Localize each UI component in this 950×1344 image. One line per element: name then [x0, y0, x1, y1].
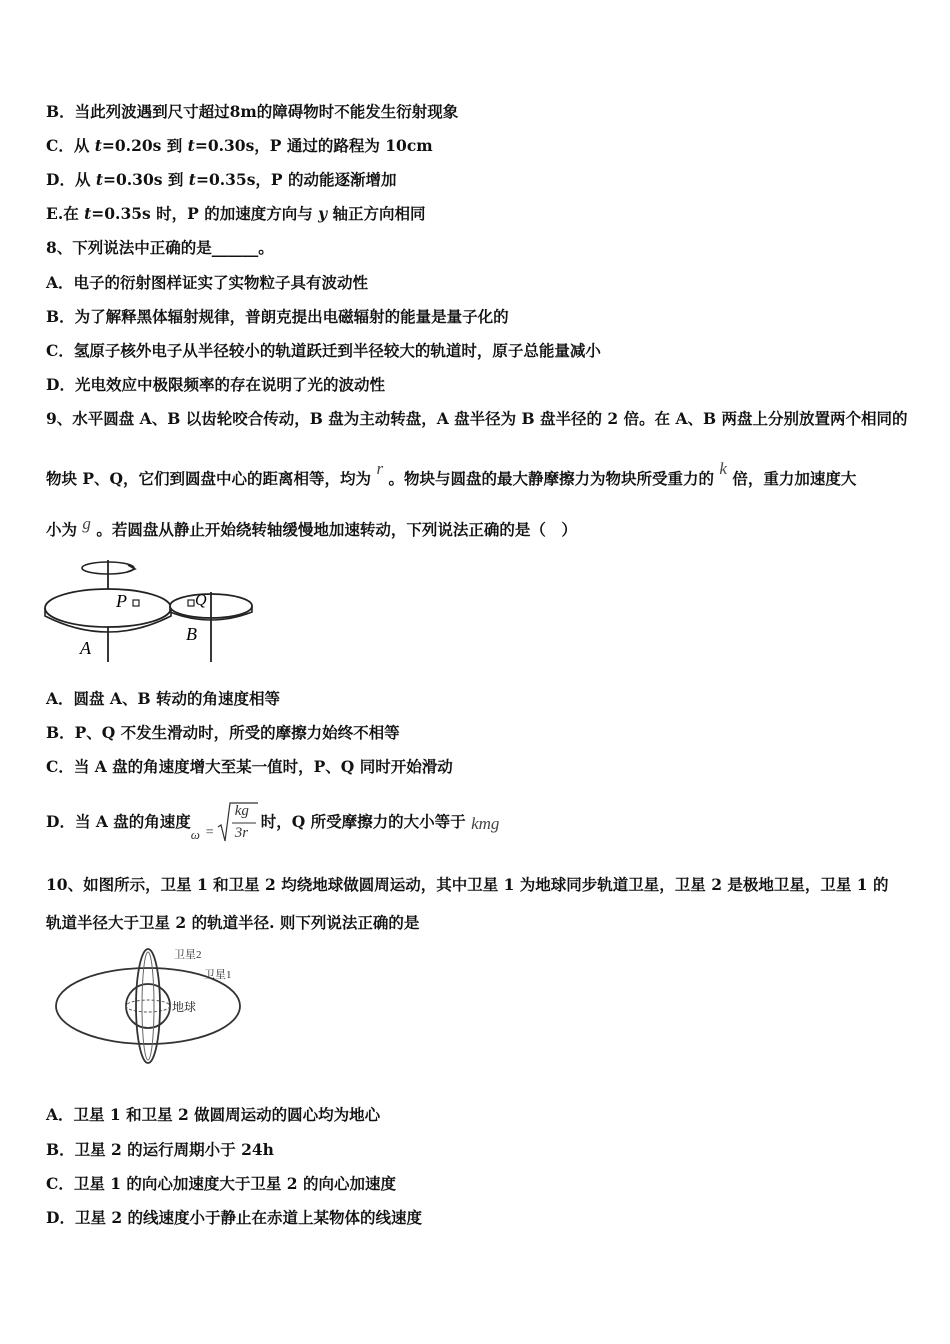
- q7-option-d: D．从 t=0.30s 到 t=0.35s，P 的动能逐渐增加: [46, 170, 397, 189]
- q9-option-a: A．圆盘 A、B 转动的角速度相等: [46, 689, 280, 708]
- q9-stem-line1: 9、水平圆盘 A、B 以齿轮咬合传动，B 盘为主动转盘，A 盘半径为 B 盘半径的 2 倍。在 A、B 两盘上分别放置两个相同的: [46, 409, 908, 428]
- q9-stem-line2: 物块 P、Q，它们到圆盘中心的距离相等，均为 r 。物块与圆盘的最大静摩擦力为物块所受重力的 k 倍，重力加速度大: [46, 459, 857, 488]
- q10-stem-line1: 10、如图所示，卫星 1 和卫星 2 均绕地球做圆周运动，其中卫星 1 为地球同步轨道卫星，卫星 2 是极地卫星，卫星 1 的: [46, 875, 889, 894]
- q8-option-a: A．电子的衍射图样证实了实物粒子具有波动性: [46, 273, 369, 292]
- label-q: Q: [195, 592, 207, 609]
- omega-formula: ω = kg 3r: [191, 801, 261, 845]
- label-satellite-2: 卫星2: [174, 949, 202, 961]
- q10-option-c: C．卫星 1 的向心加速度大于卫星 2 的向心加速度: [46, 1174, 396, 1193]
- q8-stem: 8、下列说法中正确的是______。: [46, 238, 274, 257]
- label-p: P: [116, 591, 127, 611]
- q9-option-d: D．当 A 盘的角速度 ω = kg 3r 时，Q 所受摩擦力的大小等于 kmg: [46, 798, 499, 846]
- label-a: A: [80, 638, 91, 658]
- q10-option-a: A．卫星 1 和卫星 2 做圆周运动的圆心均为地心: [46, 1105, 381, 1124]
- gear-discs-figure: [40, 556, 260, 664]
- q8-option-c: C．氢原子核外电子从半径较小的轨道跃迁到半径较大的轨道时，原子总能量减小: [46, 341, 601, 360]
- q7-option-e: E.在 t=0.35s 时，P 的加速度方向与 y 轴正方向相同: [46, 204, 426, 223]
- q9-option-b: B．P、Q 不发生滑动时，所受的摩擦力始终不相等: [46, 723, 400, 742]
- label-satellite-1: 卫星1: [204, 969, 232, 981]
- label-earth: 地球: [172, 1000, 197, 1014]
- q10-option-b: B．卫星 2 的运行周期小于 24h: [46, 1140, 274, 1159]
- label-b: B: [186, 624, 197, 644]
- satellite-orbits-figure: [52, 940, 262, 1068]
- q8-option-b: B．为了解释黑体辐射规律，普朗克提出电磁辐射的能量是量子化的: [46, 307, 509, 326]
- q8-option-d: D．光电效应中极限频率的存在说明了光的波动性: [46, 375, 385, 394]
- q9-stem-line3: 小为 g 。若圆盘从静止开始绕转轴缓慢地加速转动，下列说法正确的是（ ）: [46, 514, 577, 539]
- earth-circle: [126, 984, 170, 1028]
- q10-stem-line2: 轨道半径大于卫星 2 的轨道半径. 则下列说法正确的是: [46, 913, 420, 932]
- q7-option-c: C．从 t=0.20s 到 t=0.30s，P 通过的路程为 10cm: [46, 136, 433, 155]
- orbit-satellite-2: [136, 949, 160, 1063]
- disc-a: [45, 589, 171, 627]
- q9-option-c: C．当 A 盘的角速度增大至某一值时，P、Q 同时开始滑动: [46, 757, 453, 776]
- q7-option-b: B．当此列波遇到尺寸超过8m的障碍物时不能发生衍射现象: [46, 102, 459, 121]
- q10-option-d: D．卫星 2 的线速度小于静止在赤道上某物体的线速度: [46, 1208, 423, 1227]
